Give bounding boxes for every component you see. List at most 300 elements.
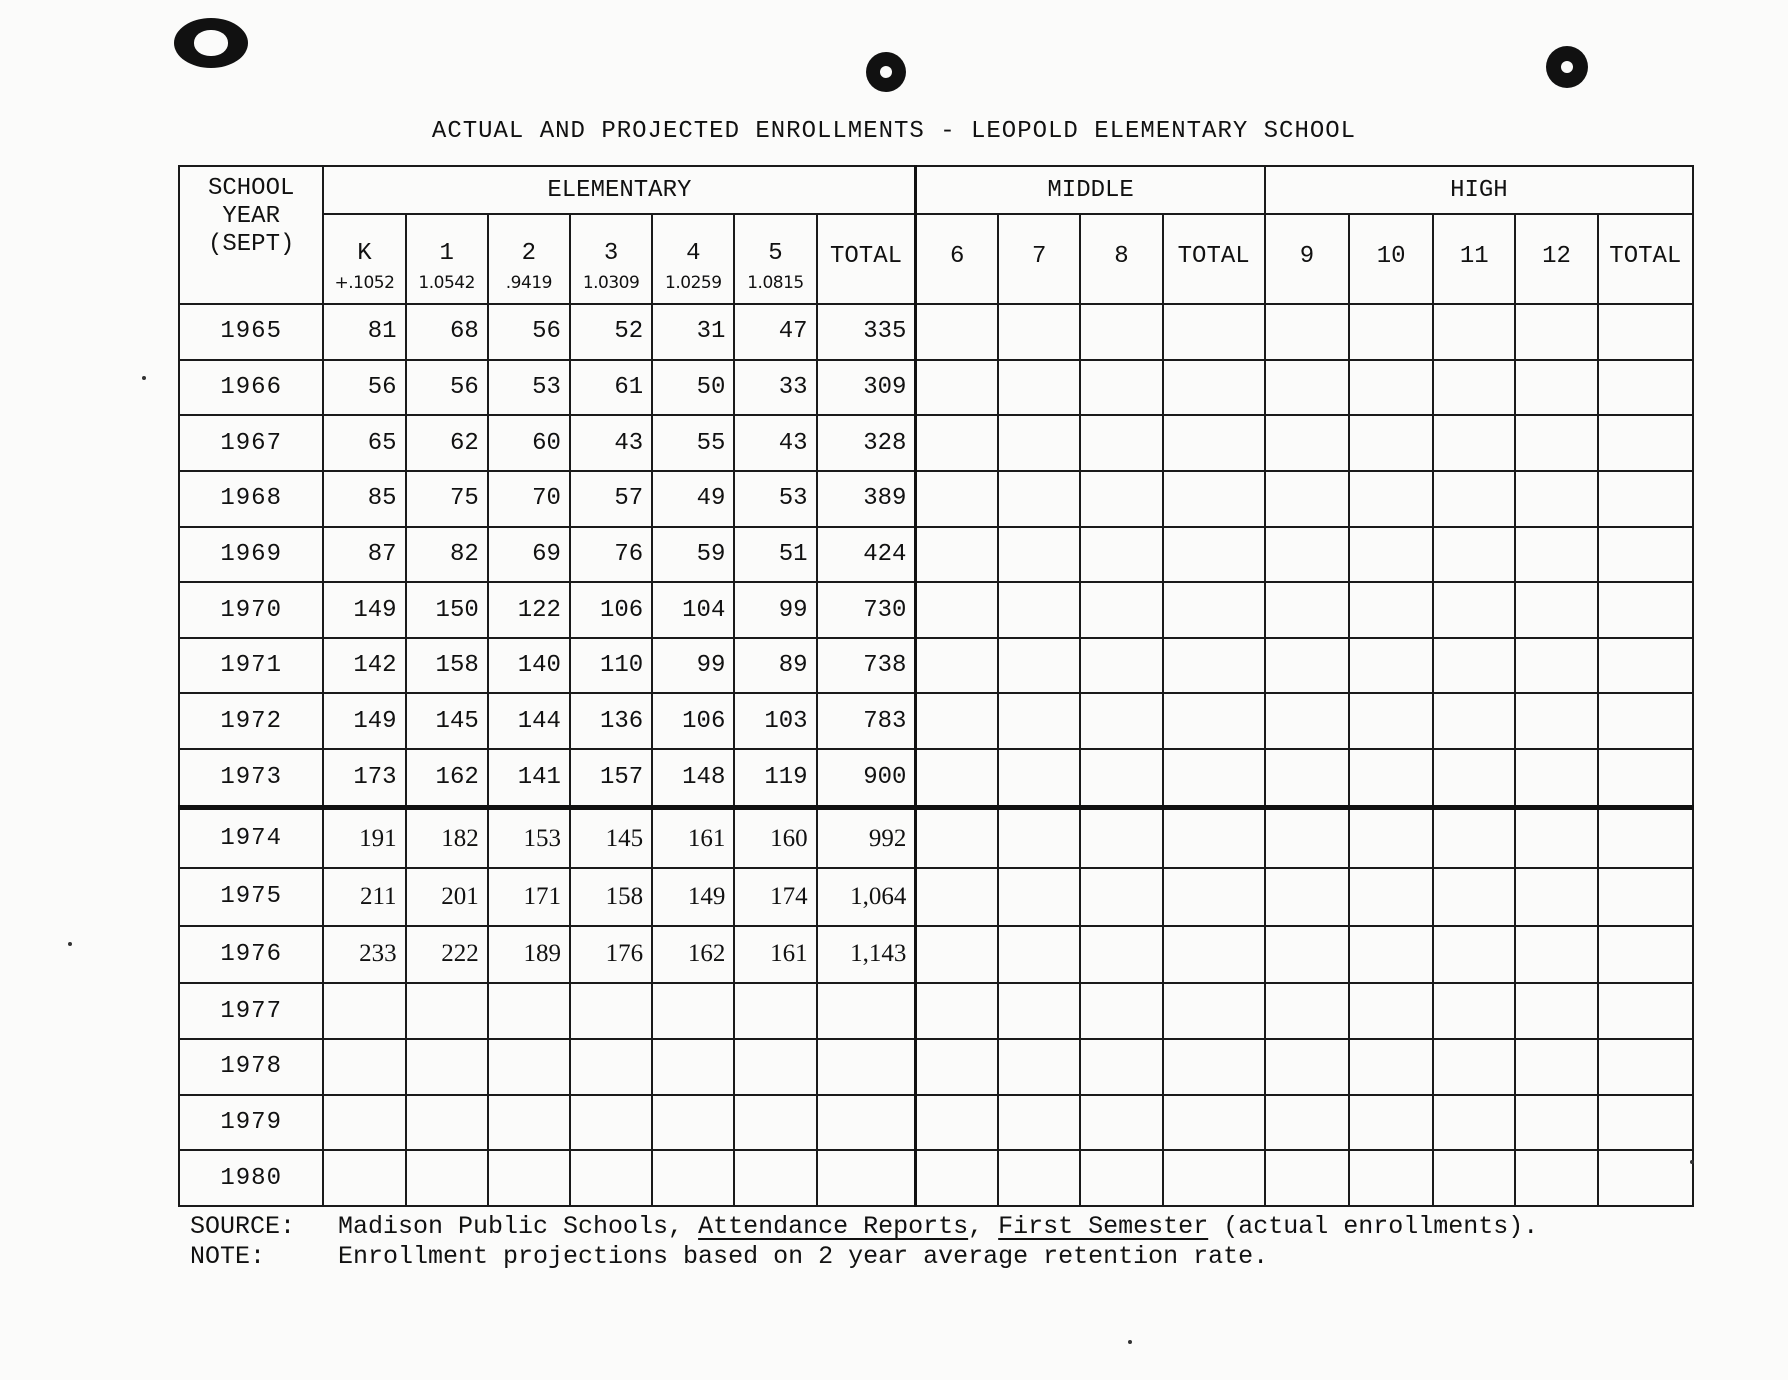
- enrollment-cell: 160: [734, 808, 816, 868]
- enrollment-cell: 55: [652, 415, 734, 471]
- middle-empty-cell: [916, 638, 998, 694]
- high-empty-cell: [1515, 304, 1597, 360]
- elementary-total-cell: 328: [817, 415, 916, 471]
- middle-empty-cell: [916, 749, 998, 808]
- grade-10-header: 10: [1349, 214, 1433, 304]
- high-empty-cell: [1515, 749, 1597, 808]
- enrollment-cell: [652, 983, 734, 1039]
- middle-empty-cell: [998, 868, 1080, 926]
- high-empty-cell: [1598, 415, 1693, 471]
- middle-empty-cell: [998, 582, 1080, 638]
- high-empty-cell: [1265, 415, 1349, 471]
- middle-empty-cell: [1080, 527, 1162, 583]
- middle-empty-cell: [1080, 1150, 1162, 1206]
- enrollment-cell: 49: [652, 471, 734, 527]
- school-year-cell: 1978: [179, 1039, 323, 1095]
- high-empty-cell: [1349, 1039, 1433, 1095]
- middle-empty-cell: [916, 471, 998, 527]
- middle-empty-cell: [1080, 1039, 1162, 1095]
- high-empty-cell: [1515, 926, 1597, 984]
- high-empty-cell: [1349, 1150, 1433, 1206]
- elementary-total-cell: 1,064: [817, 868, 916, 926]
- enrollment-cell: 31: [652, 304, 734, 360]
- enrollment-cell: [488, 983, 570, 1039]
- footer-notes: [190, 1212, 1538, 1272]
- high-empty-cell: [1433, 527, 1515, 583]
- school-year-cell: 1974: [179, 808, 323, 868]
- enrollment-cell: [323, 983, 405, 1039]
- elementary-total-cell: [817, 1039, 916, 1095]
- punch-hole-right: [1546, 46, 1588, 88]
- high-empty-cell: [1265, 749, 1349, 808]
- school-year-cell: 1967: [179, 415, 323, 471]
- middle-empty-cell: [1080, 415, 1162, 471]
- middle-empty-cell: [998, 1095, 1080, 1151]
- enrollment-cell: [734, 1039, 816, 1095]
- high-empty-cell: [1265, 582, 1349, 638]
- middle-empty-cell: [1163, 693, 1265, 749]
- middle-empty-cell: [998, 1150, 1080, 1206]
- enrollment-cell: [406, 1095, 488, 1151]
- enrollment-cell: 191: [323, 808, 405, 868]
- school-year-cell: 1971: [179, 638, 323, 694]
- school-year-header-line: SCHOOL: [207, 175, 295, 202]
- high-empty-cell: [1349, 527, 1433, 583]
- elementary-total-cell: [817, 983, 916, 1039]
- school-year-cell: 1972: [179, 693, 323, 749]
- high-group-header: HIGH: [1265, 166, 1693, 214]
- middle-empty-cell: [998, 527, 1080, 583]
- enrollment-cell: 189: [488, 926, 570, 984]
- grade-3-header: 3: [570, 214, 652, 273]
- enrollment-cell: 182: [406, 808, 488, 868]
- table-row: [179, 926, 1693, 984]
- middle-empty-cell: [916, 1095, 998, 1151]
- middle-empty-cell: [916, 360, 998, 416]
- enrollment-cell: 110: [570, 638, 652, 694]
- middle-empty-cell: [1080, 868, 1162, 926]
- enrollment-cell: 47: [734, 304, 816, 360]
- scan-speck: [68, 942, 72, 946]
- high-empty-cell: [1265, 926, 1349, 984]
- enrollment-cell: 145: [406, 693, 488, 749]
- enrollment-cell: 62: [406, 415, 488, 471]
- middle-empty-cell: [1080, 304, 1162, 360]
- middle-empty-cell: [998, 471, 1080, 527]
- school-year-cell: 1965: [179, 304, 323, 360]
- enrollment-cell: 70: [488, 471, 570, 527]
- high-empty-cell: [1598, 304, 1693, 360]
- high-empty-cell: [1515, 1039, 1597, 1095]
- enrollment-cell: 50: [652, 360, 734, 416]
- middle-empty-cell: [1163, 415, 1265, 471]
- middle-empty-cell: [916, 1039, 998, 1095]
- source-text: Madison Public Schools, Attendance Reports, First Semester (actual enrollments).: [338, 1212, 1539, 1241]
- high-empty-cell: [1433, 983, 1515, 1039]
- elementary-total-cell: 738: [817, 638, 916, 694]
- enrollment-cell: [488, 1095, 570, 1151]
- high-empty-cell: [1515, 693, 1597, 749]
- attendance-reports-ref: Attendance Reports: [698, 1212, 969, 1241]
- school-year-cell: 1969: [179, 527, 323, 583]
- high-empty-cell: [1598, 693, 1693, 749]
- school-year-header-line: (SEPT): [207, 231, 295, 258]
- grade-k-header: K: [323, 214, 405, 273]
- middle-empty-cell: [1163, 1039, 1265, 1095]
- enrollment-cell: 201: [406, 868, 488, 926]
- elementary-total-cell: 992: [817, 808, 916, 868]
- table-row: [179, 1095, 1693, 1151]
- elementary-total-cell: 424: [817, 527, 916, 583]
- enrollment-cell: [570, 1095, 652, 1151]
- enrollment-cell: 76: [570, 527, 652, 583]
- high-empty-cell: [1598, 749, 1693, 808]
- table-row: [179, 304, 1693, 360]
- enrollment-table: [178, 165, 1694, 1207]
- retention-rate: +.1052: [323, 273, 405, 304]
- enrollment-cell: 56: [323, 360, 405, 416]
- enrollment-cell: [406, 983, 488, 1039]
- middle-empty-cell: [1163, 1150, 1265, 1206]
- grade-5-header: 5: [734, 214, 816, 273]
- table-row: [179, 749, 1693, 808]
- high-empty-cell: [1265, 983, 1349, 1039]
- grade-6-header: 6: [916, 214, 998, 304]
- first-semester-ref: First Semester: [998, 1212, 1209, 1241]
- high-empty-cell: [1598, 360, 1693, 416]
- high-empty-cell: [1265, 808, 1349, 868]
- middle-empty-cell: [998, 808, 1080, 868]
- scan-speck: [1128, 1340, 1132, 1344]
- note-text: Enrollment projections based on 2 year average retention rate.: [338, 1242, 1269, 1271]
- high-empty-cell: [1433, 1150, 1515, 1206]
- enrollment-cell: 233: [323, 926, 405, 984]
- source-label: SOURCE:: [190, 1212, 296, 1241]
- middle-empty-cell: [916, 808, 998, 868]
- enrollment-cell: [323, 1095, 405, 1151]
- enrollment-cell: [570, 1039, 652, 1095]
- high-empty-cell: [1515, 360, 1597, 416]
- high-empty-cell: [1265, 868, 1349, 926]
- enrollment-cell: [652, 1039, 734, 1095]
- table-row: [179, 527, 1693, 583]
- middle-empty-cell: [998, 360, 1080, 416]
- middle-empty-cell: [1163, 582, 1265, 638]
- middle-empty-cell: [916, 693, 998, 749]
- middle-empty-cell: [1163, 360, 1265, 416]
- table-row: [179, 693, 1693, 749]
- enrollment-cell: 162: [406, 749, 488, 808]
- middle-empty-cell: [1163, 749, 1265, 808]
- enrollment-cell: [734, 983, 816, 1039]
- school-year-header-line: YEAR: [222, 203, 280, 230]
- enrollment-cell: 33: [734, 360, 816, 416]
- enrollment-cell: 68: [406, 304, 488, 360]
- enrollment-cell: 85: [323, 471, 405, 527]
- middle-empty-cell: [916, 983, 998, 1039]
- high-empty-cell: [1515, 1150, 1597, 1206]
- table-body: [179, 304, 1693, 1206]
- retention-rate: 1.0815: [734, 273, 816, 304]
- high-empty-cell: [1433, 749, 1515, 808]
- elementary-total-cell: [817, 1150, 916, 1206]
- elementary-group-header: ELEMENTARY: [323, 166, 916, 214]
- high-empty-cell: [1265, 304, 1349, 360]
- high-empty-cell: [1265, 1039, 1349, 1095]
- school-year-cell: 1973: [179, 749, 323, 808]
- high-empty-cell: [1598, 1150, 1693, 1206]
- enrollment-cell: 99: [652, 638, 734, 694]
- elementary-total-cell: 309: [817, 360, 916, 416]
- enrollment-cell: 119: [734, 749, 816, 808]
- middle-empty-cell: [998, 926, 1080, 984]
- high-empty-cell: [1349, 304, 1433, 360]
- enrollment-cell: 211: [323, 868, 405, 926]
- middle-empty-cell: [1080, 749, 1162, 808]
- table-row: [179, 1150, 1693, 1206]
- high-empty-cell: [1433, 926, 1515, 984]
- table-row: [179, 471, 1693, 527]
- enrollment-cell: 153: [488, 808, 570, 868]
- high-empty-cell: [1349, 582, 1433, 638]
- high-empty-cell: [1433, 1039, 1515, 1095]
- middle-empty-cell: [998, 638, 1080, 694]
- high-empty-cell: [1349, 926, 1433, 984]
- middle-empty-cell: [1163, 868, 1265, 926]
- school-year-cell: 1970: [179, 582, 323, 638]
- high-empty-cell: [1265, 1150, 1349, 1206]
- middle-empty-cell: [1080, 983, 1162, 1039]
- elementary-total-cell: 783: [817, 693, 916, 749]
- middle-empty-cell: [998, 415, 1080, 471]
- middle-empty-cell: [916, 582, 998, 638]
- enrollment-cell: 171: [488, 868, 570, 926]
- middle-empty-cell: [1080, 471, 1162, 527]
- enrollment-cell: 65: [323, 415, 405, 471]
- elementary-total-cell: 1,143: [817, 926, 916, 984]
- enrollment-cell: [406, 1150, 488, 1206]
- middle-empty-cell: [916, 527, 998, 583]
- note-label: NOTE:: [190, 1242, 266, 1271]
- middle-empty-cell: [998, 983, 1080, 1039]
- middle-empty-cell: [1163, 527, 1265, 583]
- table-row: [179, 415, 1693, 471]
- note-line: [190, 1242, 1538, 1272]
- school-year-cell: 1977: [179, 983, 323, 1039]
- table-header: [179, 166, 1693, 304]
- school-year-cell: 1976: [179, 926, 323, 984]
- school-year-cell: 1975: [179, 868, 323, 926]
- school-year-cell: 1979: [179, 1095, 323, 1151]
- high-empty-cell: [1598, 868, 1693, 926]
- enrollment-cell: 148: [652, 749, 734, 808]
- high-total-header: TOTAL: [1598, 214, 1693, 304]
- middle-empty-cell: [916, 304, 998, 360]
- high-empty-cell: [1598, 527, 1693, 583]
- high-empty-cell: [1349, 983, 1433, 1039]
- scan-speck: [142, 376, 146, 380]
- high-empty-cell: [1433, 808, 1515, 868]
- enrollment-cell: 43: [734, 415, 816, 471]
- retention-rate: 1.0309: [570, 273, 652, 304]
- enrollment-cell: 51: [734, 527, 816, 583]
- middle-empty-cell: [998, 304, 1080, 360]
- elementary-total-cell: 730: [817, 582, 916, 638]
- enrollment-cell: 104: [652, 582, 734, 638]
- enrollment-cell: 174: [734, 868, 816, 926]
- enrollment-cell: 145: [570, 808, 652, 868]
- enrollment-cell: 141: [488, 749, 570, 808]
- table-row: [179, 638, 1693, 694]
- middle-empty-cell: [998, 693, 1080, 749]
- enrollment-cell: 106: [652, 693, 734, 749]
- high-empty-cell: [1265, 471, 1349, 527]
- enrollment-cell: 173: [323, 749, 405, 808]
- enrollment-cell: 43: [570, 415, 652, 471]
- high-empty-cell: [1598, 638, 1693, 694]
- enrollment-cell: 57: [570, 471, 652, 527]
- enrollment-cell: 89: [734, 638, 816, 694]
- enrollment-cell: 53: [734, 471, 816, 527]
- school-year-header: [179, 166, 323, 304]
- high-empty-cell: [1598, 1095, 1693, 1151]
- punch-hole-left: [174, 18, 248, 68]
- enrollment-cell: [406, 1039, 488, 1095]
- enrollment-cell: 103: [734, 693, 816, 749]
- elementary-total-header: TOTAL: [817, 214, 916, 304]
- retention-rate: 1.0542: [406, 273, 488, 304]
- enrollment-cell: 140: [488, 638, 570, 694]
- grade-12-header: 12: [1515, 214, 1597, 304]
- enrollment-cell: 52: [570, 304, 652, 360]
- high-empty-cell: [1265, 1095, 1349, 1151]
- retention-rate: 1.0259: [652, 273, 734, 304]
- enrollment-cell: 149: [652, 868, 734, 926]
- enrollment-cell: 61: [570, 360, 652, 416]
- high-empty-cell: [1265, 527, 1349, 583]
- middle-empty-cell: [1080, 808, 1162, 868]
- enrollment-cell: [734, 1095, 816, 1151]
- enrollment-cell: [652, 1150, 734, 1206]
- enrollment-cell: 161: [734, 926, 816, 984]
- enrollment-cell: [488, 1150, 570, 1206]
- high-empty-cell: [1265, 360, 1349, 416]
- page-title: ACTUAL AND PROJECTED ENROLLMENTS - LEOPOLD ELEMENTARY SCHOOL: [431, 118, 1357, 145]
- enrollment-cell: 144: [488, 693, 570, 749]
- high-empty-cell: [1433, 471, 1515, 527]
- school-year-cell: 1968: [179, 471, 323, 527]
- middle-total-header: TOTAL: [1163, 214, 1265, 304]
- school-year-cell: 1966: [179, 360, 323, 416]
- enrollment-cell: 81: [323, 304, 405, 360]
- grade-7-header: 7: [998, 214, 1080, 304]
- high-empty-cell: [1349, 638, 1433, 694]
- grade-4-header: 4: [652, 214, 734, 273]
- high-empty-cell: [1598, 808, 1693, 868]
- middle-empty-cell: [1163, 638, 1265, 694]
- enrollment-cell: 69: [488, 527, 570, 583]
- grade-1-header: 1: [406, 214, 488, 273]
- elementary-total-cell: 389: [817, 471, 916, 527]
- enrollment-cell: 162: [652, 926, 734, 984]
- high-empty-cell: [1515, 808, 1597, 868]
- enrollment-cell: 149: [323, 693, 405, 749]
- middle-empty-cell: [1163, 471, 1265, 527]
- enrollment-cell: [734, 1150, 816, 1206]
- enrollment-cell: 106: [570, 582, 652, 638]
- high-empty-cell: [1433, 304, 1515, 360]
- enrollment-cell: 157: [570, 749, 652, 808]
- table-row: [179, 1039, 1693, 1095]
- high-empty-cell: [1349, 693, 1433, 749]
- grade-9-header: 9: [1265, 214, 1349, 304]
- header-group-row: [179, 166, 1693, 214]
- grade-8-header: 8: [1080, 214, 1162, 304]
- enrollment-cell: 149: [323, 582, 405, 638]
- high-empty-cell: [1515, 415, 1597, 471]
- enrollment-cell: 82: [406, 527, 488, 583]
- high-empty-cell: [1598, 582, 1693, 638]
- middle-empty-cell: [998, 749, 1080, 808]
- high-empty-cell: [1433, 693, 1515, 749]
- middle-empty-cell: [1080, 360, 1162, 416]
- middle-empty-cell: [1080, 926, 1162, 984]
- enrollment-cell: 75: [406, 471, 488, 527]
- high-empty-cell: [1515, 527, 1597, 583]
- middle-empty-cell: [1080, 693, 1162, 749]
- high-empty-cell: [1349, 471, 1433, 527]
- high-empty-cell: [1349, 1095, 1433, 1151]
- middle-empty-cell: [916, 926, 998, 984]
- high-empty-cell: [1433, 868, 1515, 926]
- enrollment-cell: 87: [323, 527, 405, 583]
- high-empty-cell: [1515, 868, 1597, 926]
- high-empty-cell: [1265, 638, 1349, 694]
- enrollment-cell: 60: [488, 415, 570, 471]
- enrollment-cell: 99: [734, 582, 816, 638]
- high-empty-cell: [1515, 638, 1597, 694]
- high-empty-cell: [1433, 360, 1515, 416]
- punch-hole-center: [866, 52, 906, 92]
- high-empty-cell: [1349, 868, 1433, 926]
- high-empty-cell: [1349, 749, 1433, 808]
- enrollment-cell: 222: [406, 926, 488, 984]
- table-row: [179, 360, 1693, 416]
- middle-empty-cell: [1163, 304, 1265, 360]
- middle-empty-cell: [1080, 638, 1162, 694]
- enrollment-cell: [323, 1039, 405, 1095]
- high-empty-cell: [1433, 638, 1515, 694]
- header-column-row: [179, 214, 1693, 273]
- scan-speck: [1690, 1160, 1694, 1164]
- enrollment-cell: [570, 1150, 652, 1206]
- enrollment-cell: 59: [652, 527, 734, 583]
- grade-11-header: 11: [1433, 214, 1515, 304]
- enrollment-cell: 158: [406, 638, 488, 694]
- high-empty-cell: [1433, 1095, 1515, 1151]
- source-line: [190, 1212, 1538, 1242]
- enrollment-cell: 161: [652, 808, 734, 868]
- middle-empty-cell: [1080, 582, 1162, 638]
- middle-empty-cell: [1163, 1095, 1265, 1151]
- middle-empty-cell: [916, 415, 998, 471]
- enrollment-cell: 56: [488, 304, 570, 360]
- middle-empty-cell: [1080, 1095, 1162, 1151]
- middle-empty-cell: [916, 868, 998, 926]
- elementary-total-cell: 335: [817, 304, 916, 360]
- grade-2-header: 2: [488, 214, 570, 273]
- high-empty-cell: [1349, 415, 1433, 471]
